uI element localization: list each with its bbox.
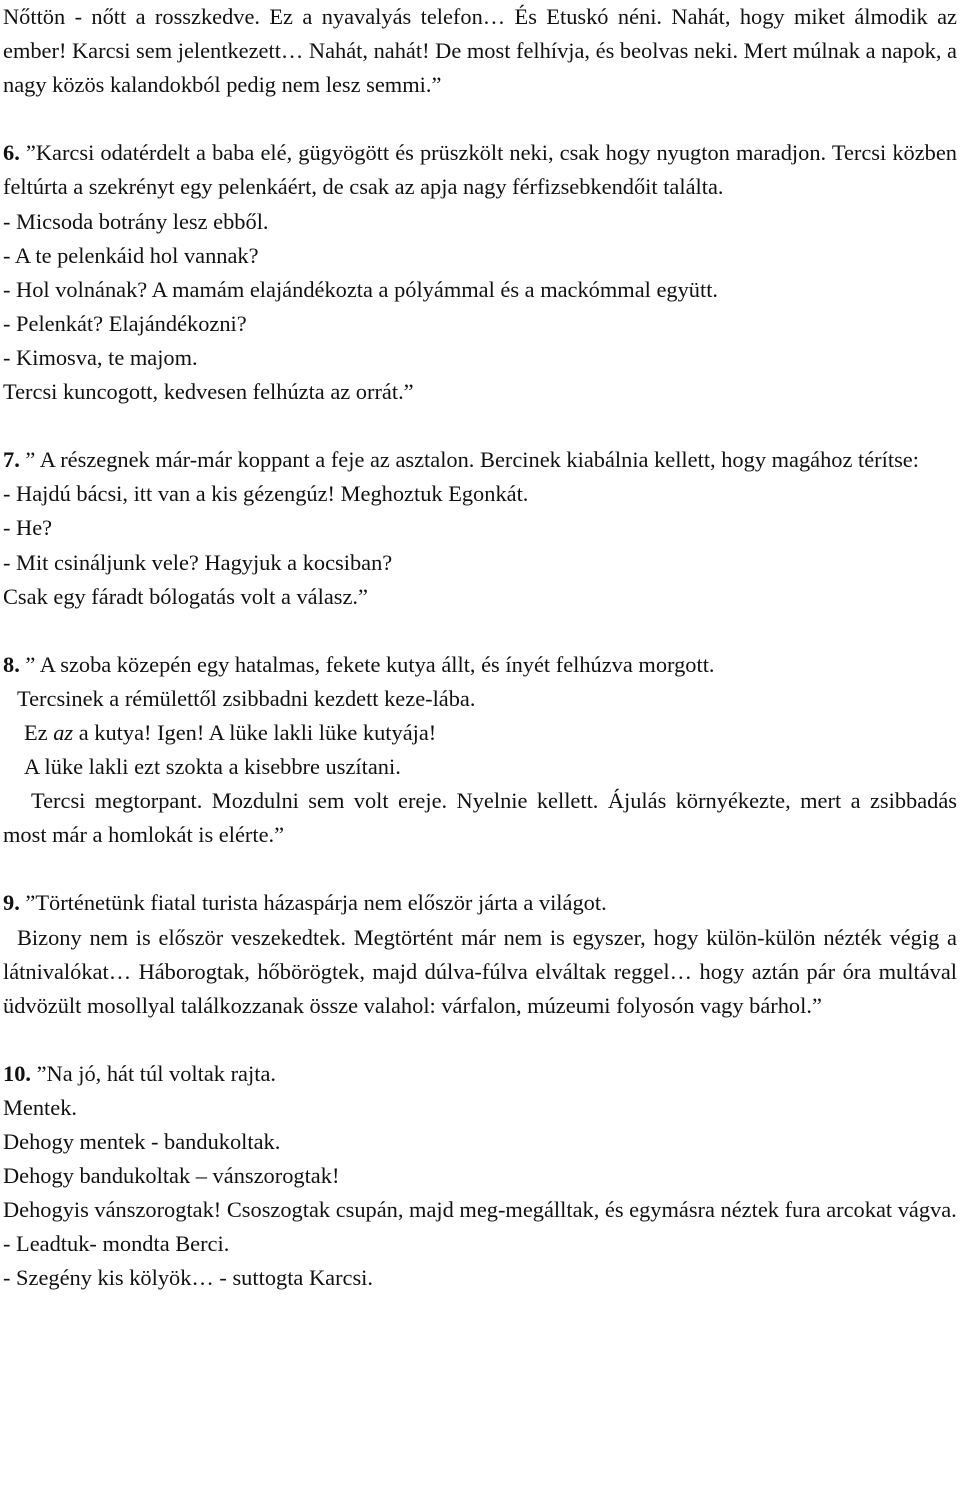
paragraph-gap (3, 614, 957, 648)
paragraph-gap (3, 852, 957, 886)
section-number: 7. (3, 447, 20, 473)
paragraph-text: ” A szoba közepén egy hatalmas, fekete kutya állt, és ínyét felhúzva morgott. (19, 651, 715, 677)
paragraph-gap (3, 1023, 957, 1057)
dialogue-line: - Szegény kis kölyök… - suttogta Karcsi. (3, 1265, 374, 1291)
text-run: Ez (24, 719, 54, 745)
paragraph-text: ”Történetünk fiatal turista házaspárja nem először járta a világot. (19, 890, 607, 916)
section-7-opening (3, 443, 957, 477)
narration-line: Tercsi kuncogott, kedvesen felhúzta az orrát.” (3, 379, 414, 405)
paragraph: Nőttön - nőtt a rosszkedve. Ez a nyavalyás telefon… És Etuskó néni. Nahát, hogy miket álmodik az ember! Karcsi sem jelentkezett… Nahát, nahát! De most felhívja, és beolvas neki. Mert múlnak a napok, a nagy közös kalandokból pedig nem lesz semmi.” (3, 4, 957, 98)
section-6-opening (3, 136, 957, 204)
section-10-opening (3, 1057, 957, 1091)
narration-line: Mentek. (3, 1095, 77, 1120)
dialogue-line: - Hajdú bácsi, itt van a kis gézengúz! Meghoztuk Egonkát. (3, 481, 529, 507)
narration-line: A lüke lakli ezt szokta a kisebbre uszítani. (24, 754, 401, 780)
section-number: 8. (3, 651, 20, 677)
dialogue-line: - Micsoda botrány lesz ebből. (3, 208, 269, 234)
text-run: a kutya! Igen! A lüke lakli lüke kutyája! (73, 719, 437, 745)
emphasis-text: az (53, 719, 74, 745)
dialogue-line: - Leadtuk- mondta Berci. (3, 1231, 230, 1257)
paragraph-text: Tercsi megtorpant. Mozdulni sem volt ereje. Nyelnie kellett. Ájulás környékezte, mert a zsibbadás most már a homlokát is elérte.” (3, 788, 957, 848)
paragraph-text: Bizony nem is először veszekedtek. Megtörtént már nem is egyszer, hogy külön-külön nézték végig a látnivalókat… Háborogtak, hőbörögtek, majd dúlva-fúlva elváltak reggel… hogy aztán pár óra multával üdvözült mosollyal találkozzanak össze valahol: várfalon, múzeumi folyosón vagy bárhol.” (3, 924, 957, 1018)
section-8-opening (3, 648, 957, 682)
paragraph-gap (3, 102, 957, 136)
narration-line: Dehogy bandukoltak – vánszorogtak! (3, 1163, 340, 1189)
narration-line: Dehogy mentek - bandukoltak. (3, 1129, 281, 1155)
paragraph-text: ” A részegnek már-már koppant a feje az asztalon. Bercinek kiabálnia kellett, hogy magához térítse: (19, 447, 919, 473)
narration-line: Tercsinek a rémülettől zsibbadni kezdett keze-lába. (17, 685, 476, 711)
paragraph-text: ”Na jó, hát túl voltak rajta. (31, 1060, 276, 1086)
dialogue-line: - Hol volnának? A mamám elajándékozta a pólyámmal és a mackómmal együtt. (3, 276, 719, 302)
dialogue-line: - Mit csináljunk vele? Hagyjuk a kocsiban? (3, 549, 393, 575)
narration-line: Dehogyis vánszorogtak! Csoszogtak csupán, majd meg-megálltak, és egymásra néztek fura arcokat vágva. (3, 1197, 957, 1223)
dialogue-line: - Kimosva, te majom. (3, 344, 198, 370)
document-page (3, 0, 957, 1296)
narration-line (3, 716, 957, 750)
paragraph (3, 921, 957, 1023)
section-9-opening (3, 886, 957, 920)
paragraph (3, 784, 957, 852)
section-number: 6. (3, 140, 20, 166)
section-number: 9. (3, 890, 20, 916)
dialogue-line: - A te pelenkáid hol vannak? (3, 242, 259, 268)
narration-line: Csak egy fáradt bólogatás volt a válasz.” (3, 583, 368, 609)
section-number: 10. (3, 1060, 31, 1086)
paragraph-gap (3, 409, 957, 443)
dialogue-line: - Pelenkát? Elajándékozni? (3, 310, 247, 336)
dialogue-line: - He? (3, 515, 53, 541)
paragraph-text: ”Karcsi odatérdelt a baba elé, gügyögött és prüszkölt neki, csak hogy nyugton maradjon. Tercsi közben feltúrta a szekrényt egy pelenkáért, de csak az apja nagy férfizsebkendőit találta. (3, 140, 957, 200)
